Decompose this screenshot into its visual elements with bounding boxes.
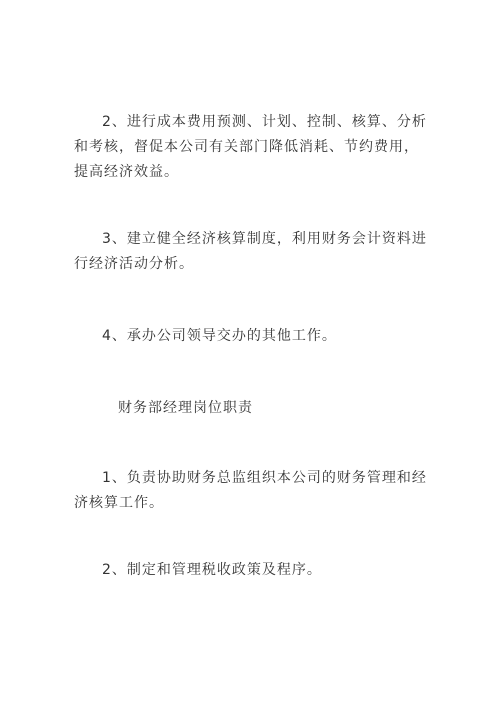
section-heading: 财务部经理岗位职责: [118, 400, 253, 416]
paragraph-other-duties: 4、承办公司领导交办的其他工作。: [102, 328, 337, 344]
paragraph-tax-policy: 2、制定和管理税收政策及程序。: [102, 562, 322, 578]
paragraph-assist-cfo: 1、负责协助财务总监组织本公司的财务管理和经济核算工作。: [74, 470, 427, 511]
paragraph-cost-control: 2、进行成本费用预测、计划、控制、核算、分析和考核，督促本公司有关部门降低消耗、节约费用，提高经济效益。: [74, 114, 427, 180]
paragraph-accounting-system: 3、建立健全经济核算制度，利用财务会计资料进行经济活动分析。: [74, 231, 427, 272]
